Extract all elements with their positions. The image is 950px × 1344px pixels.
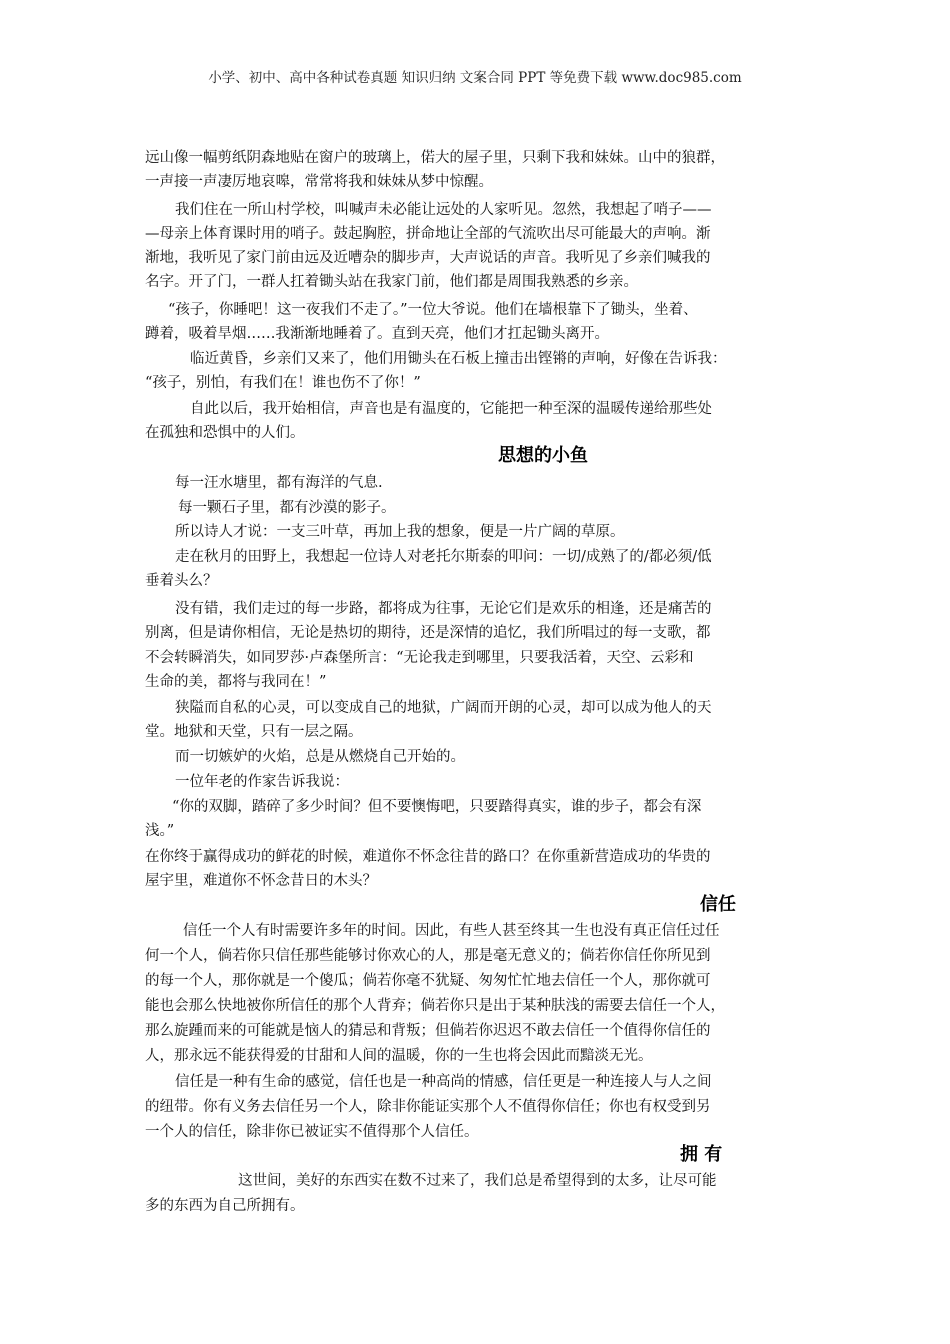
paragraph-line: 垂着头么？ [145, 573, 218, 589]
paragraph-line: 没有错，我们走过的每一步路，都将成为往事，无论它们是欢乐的相逢，还是痛苦的 [175, 601, 712, 617]
paragraph-line: 信任一个人有时需要许多年的时间。因此，有些人甚至终其一生也没有真正信任过任 [183, 923, 720, 939]
paragraph-line: 浅。” [145, 823, 175, 839]
paragraph-line: 临近黄昏，乡亲们又来了，他们用锄头在石板上撞击出铿锵的声响，好像在告诉我： [190, 351, 727, 367]
paragraph-line: 而一切嫉妒的火焰，总是从燃烧自己开始的。 [175, 749, 465, 765]
paragraph-line: “孩子，别怕，有我们在！谁也伤不了你！” [145, 375, 421, 391]
paragraph-line: 别离，但是请你相信，无论是热切的期待，还是深情的追忆，我们所唱过的每一支歌，都 [145, 625, 711, 641]
paragraph-line: 自此以后，我开始相信，声音也是有温度的，它能把一种至深的温暖传递给那些处 [190, 401, 712, 417]
paragraph-line: 不会转瞬消失，如同罗莎·卢森堡所言：“无论我走到哪里，只要我活着，天空、云彩和 [145, 650, 694, 666]
paragraph-line: —母亲上体育课时用的哨子。鼓起胸腔，拼命地让全部的气流吹出尽可能最大的声响。渐 [145, 226, 711, 242]
paragraph-line: “你的双脚，踏碎了多少时间？但不要懊悔吧，只要踏得真实，谁的步子，都会有深 [172, 799, 702, 815]
paragraph-line: 一个人的信任，除非你已被证实不值得那个人信任。 [145, 1124, 479, 1140]
section-title-possess: 拥 有 [680, 1144, 723, 1165]
section-title-trust: 信任 [700, 894, 736, 915]
paragraph-line: 一位年老的作家告诉我说： [175, 774, 349, 790]
section-title-fish: 思想的小鱼 [498, 445, 588, 466]
page-header: 小学、初中、高中各种试卷真题 知识归纳 文案合同 PPT 等免费下载 www.doc985.com [208, 70, 742, 86]
paragraph-line: 在你终于赢得成功的鲜花的时候，难道你不怀念往昔的路口？在你重新营造成功的华贵的 [145, 849, 711, 865]
paragraph-line: 的每一个人，那你就是一个傻瓜；倘若你毫不犹疑、匆匆忙忙地去信任一个人，那你就可 [145, 973, 711, 989]
paragraph-line: 堂。地狱和天堂，只有一层之隔。 [145, 724, 363, 740]
paragraph-line: 我们住在一所山村学校，叫喊声未必能让远处的人家听见。忽然，我想起了哨子—— [175, 202, 712, 218]
paragraph-line: 能也会那么快地被你所信任的那个人背弃；倘若你只是出于某种肤浅的需要去信任一个人， [145, 998, 725, 1014]
paragraph-line: 每一汪水塘里，都有海洋的气息. [175, 475, 383, 491]
paragraph-line: 多的东西为自己所拥有。 [145, 1198, 305, 1214]
paragraph-line: 生命的美，都将与我同在！” [145, 674, 327, 690]
paragraph-line: 蹲着，吸着旱烟……我渐渐地睡着了。直到天亮，他们才扛起锄头离开。 [145, 326, 609, 342]
paragraph-line: 远山像一幅剪纸阴森地贴在窗户的玻璃上，偌大的屋子里，只剩下我和妹妹。山中的狼群， [145, 150, 725, 166]
paragraph-line: “孩子，你睡吧！这一夜我们不走了。”一位大爷说。他们在墙根靠下了锄头，坐着、 [168, 302, 698, 318]
paragraph-line: 所以诗人才说：一支三叶草，再加上我的想象，便是一片广阔的草原。 [175, 524, 625, 540]
paragraph-line: 何一个人，倘若你只信任那些能够讨你欢心的人，那是毫无意义的；倘若你信任你所见到 [145, 948, 711, 964]
paragraph-line: 每一颗石子里，都有沙漠的影子。 [178, 500, 396, 516]
paragraph-line: 那么旋踵而来的可能就是恼人的猜忌和背叛；但倘若你迟迟不敢去信任一个值得你信任的 [145, 1023, 711, 1039]
paragraph-line: 名字。开了门，一群人扛着锄头站在我家门前，他们都是周围我熟悉的乡亲。 [145, 274, 638, 290]
paragraph-line: 渐地，我听见了家门前由远及近嘈杂的脚步声，大声说话的声音。我听见了乡亲们喊我的 [145, 250, 711, 266]
paragraph-line: 人，那永远不能获得爱的甘甜和人间的温暖，你的一生也将会因此而黯淡无光。 [145, 1048, 653, 1064]
paragraph-line: 这世间，美好的东西实在数不过来了，我们总是希望得到的太多，让尽可能 [238, 1173, 717, 1189]
paragraph-line: 一声接一声凄厉地哀嗥，常常将我和妹妹从梦中惊醒。 [145, 174, 493, 190]
paragraph-line: 屋宇里，难道你不怀念昔日的木头？ [145, 873, 377, 889]
paragraph-line: 狭隘而自私的心灵，可以变成自己的地狱，广阔而开朗的心灵，却可以成为他人的天 [175, 700, 712, 716]
paragraph-line: 的纽带。你有义务去信任另一个人，除非你能证实那个人不值得你信任；你也有权受到另 [145, 1099, 711, 1115]
paragraph-line: 走在秋月的田野上，我想起一位诗人对老托尔斯泰的叩问：一切/成熟了的/都必须/低 [175, 549, 712, 565]
paragraph-line: 在孤独和恐惧中的人们。 [145, 425, 305, 441]
paragraph-line: 信任是一种有生命的感觉，信任也是一种高尚的情感，信任更是一种连接人与人之间 [175, 1074, 712, 1090]
